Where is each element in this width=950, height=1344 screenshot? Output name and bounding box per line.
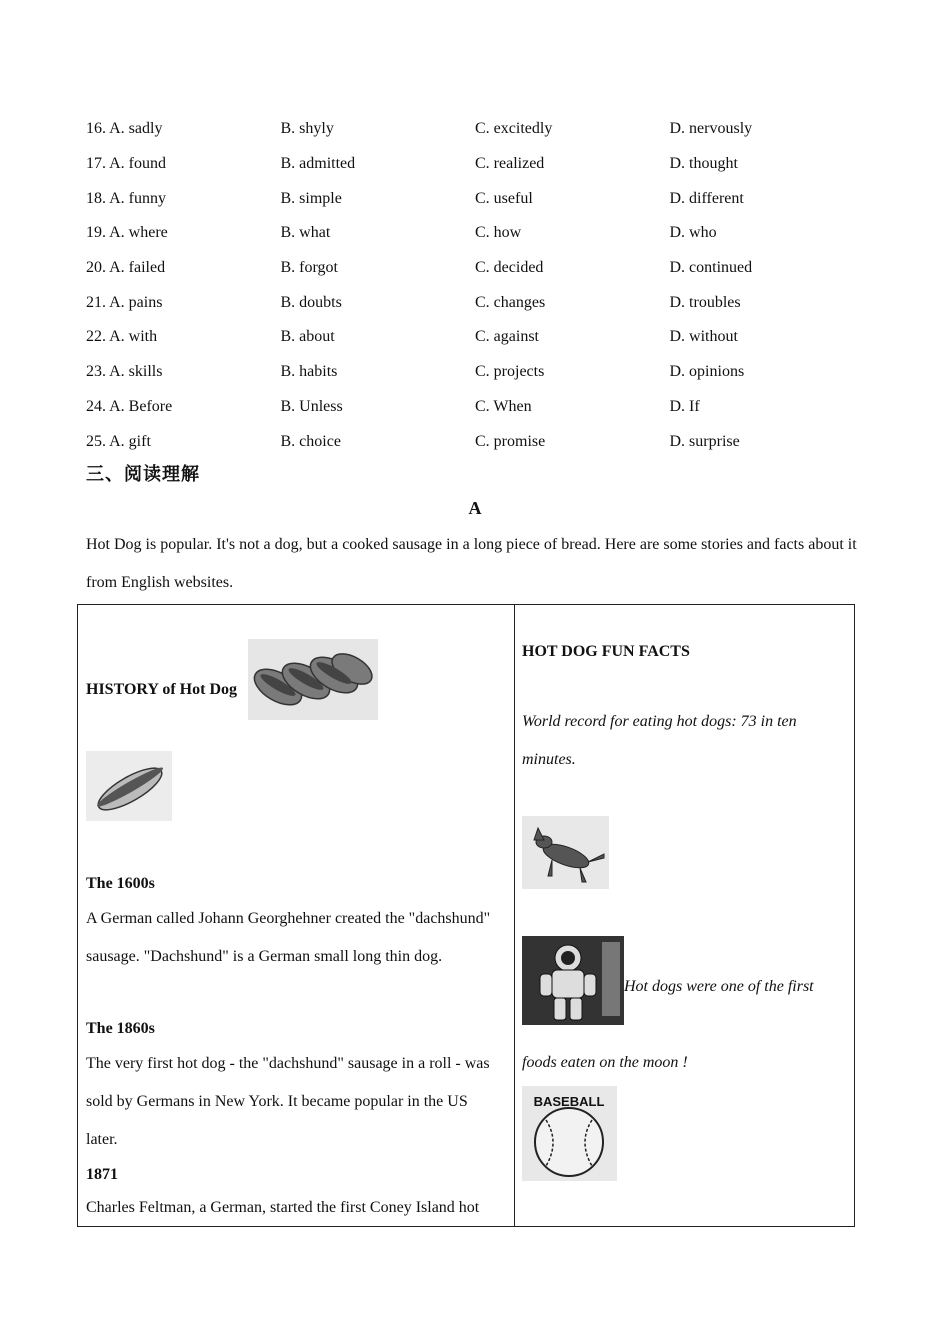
option-cell: B. shyly xyxy=(280,120,334,138)
era-1871-title: 1871 xyxy=(86,1166,118,1183)
option-cell: B. habits xyxy=(280,363,338,381)
option-cell: B. admitted xyxy=(280,155,356,173)
fact-moon-line1: Hot dogs were one of the first xyxy=(624,978,814,995)
option-cell: D. troubles xyxy=(669,293,741,311)
option-cell: 24. A. Before xyxy=(86,397,173,415)
option-cell: C. realized xyxy=(475,155,545,173)
option-cell: D. surprise xyxy=(669,432,740,450)
option-row xyxy=(86,355,866,390)
dachshund-picture xyxy=(522,816,609,889)
hot-dog-picture xyxy=(86,751,172,821)
passage-intro: Hot Dog is popular. It's not a dog, but a cooked sausage in a long piece of bread. Here are some stories and facts about it from English websites. xyxy=(86,536,857,591)
option-cell: 22. A. with xyxy=(86,328,158,346)
option-cell: D. continued xyxy=(669,259,753,277)
option-cell: 25. A. gift xyxy=(86,432,151,450)
option-cell: D. who xyxy=(669,224,717,242)
astronaut-picture xyxy=(522,936,624,1025)
option-cell: 21. A. pains xyxy=(86,293,163,311)
era-1600s-text: A German called Johann Georghehner created the "dachshund" sausage. "Dachshund" is a German small long thin dog. xyxy=(86,910,491,965)
baseball-picture xyxy=(522,1086,617,1181)
option-cell: C. useful xyxy=(475,189,533,207)
option-cell: C. decided xyxy=(475,259,544,277)
option-cell: C. promise xyxy=(475,432,546,450)
option-cell: B. simple xyxy=(280,189,342,207)
option-cell: C. When xyxy=(475,397,532,415)
option-row xyxy=(86,112,866,147)
fact-eating-record: World record for eating hot dogs: 73 in ten minutes. xyxy=(522,713,797,768)
column-divider xyxy=(514,605,515,1226)
hot-dog-table xyxy=(77,604,855,1227)
option-cell: C. changes xyxy=(475,293,546,311)
option-cell: B. forgot xyxy=(280,259,338,277)
option-cell: B. doubts xyxy=(280,293,342,311)
baseball-logo-text: BASEBALL xyxy=(533,1094,605,1109)
option-cell: B. what xyxy=(280,224,331,242)
option-cell: D. without xyxy=(669,328,738,346)
option-cell: B. Unless xyxy=(280,397,343,415)
fun-facts-heading: HOT DOG FUN FACTS xyxy=(522,643,690,660)
era-1860s-text: The very first hot dog - the "dachshund" sausage in a roll - was sold by Germans in New York. It became popular in the US later. xyxy=(86,1055,490,1148)
option-row xyxy=(86,390,866,425)
fact-moon-line2: foods eaten on the moon ! xyxy=(522,1054,688,1071)
option-cell: C. against xyxy=(475,328,539,346)
option-cell: C. projects xyxy=(475,363,545,381)
option-cell: D. nervously xyxy=(669,120,753,138)
option-cell: D. opinions xyxy=(669,363,745,381)
option-cell: 20. A. failed xyxy=(86,259,166,277)
option-cell: 16. A. sadly xyxy=(86,120,163,138)
option-cell: B. choice xyxy=(280,432,341,450)
option-row xyxy=(86,147,866,182)
era-1600s-title: The 1600s xyxy=(86,875,155,892)
option-cell: 23. A. skills xyxy=(86,363,163,381)
option-row xyxy=(86,251,866,286)
option-cell: 19. A. where xyxy=(86,224,168,242)
history-heading: HISTORY of Hot Dog xyxy=(86,681,238,698)
option-cell: C. how xyxy=(475,224,522,242)
option-row xyxy=(86,285,866,320)
section-title: 三、阅读理解 xyxy=(86,464,200,485)
era-1871-text: Charles Feltman, a German, started the first Coney Island hot xyxy=(86,1199,480,1216)
option-cell: 18. A. funny xyxy=(86,189,166,207)
option-row xyxy=(86,181,866,216)
option-cell: D. If xyxy=(669,397,700,415)
option-row xyxy=(86,424,866,459)
era-1860s-title: The 1860s xyxy=(86,1020,155,1037)
option-row xyxy=(86,320,866,355)
option-cell: 17. A. found xyxy=(86,155,166,173)
option-cell: D. thought xyxy=(669,155,738,173)
hot-dogs-picture xyxy=(248,639,378,720)
option-cell: B. about xyxy=(280,328,335,346)
option-cell: C. excitedly xyxy=(475,120,553,138)
option-row xyxy=(86,216,866,251)
passage-letter: A xyxy=(468,498,482,518)
answer-options xyxy=(86,112,866,459)
option-cell: D. different xyxy=(669,189,744,207)
